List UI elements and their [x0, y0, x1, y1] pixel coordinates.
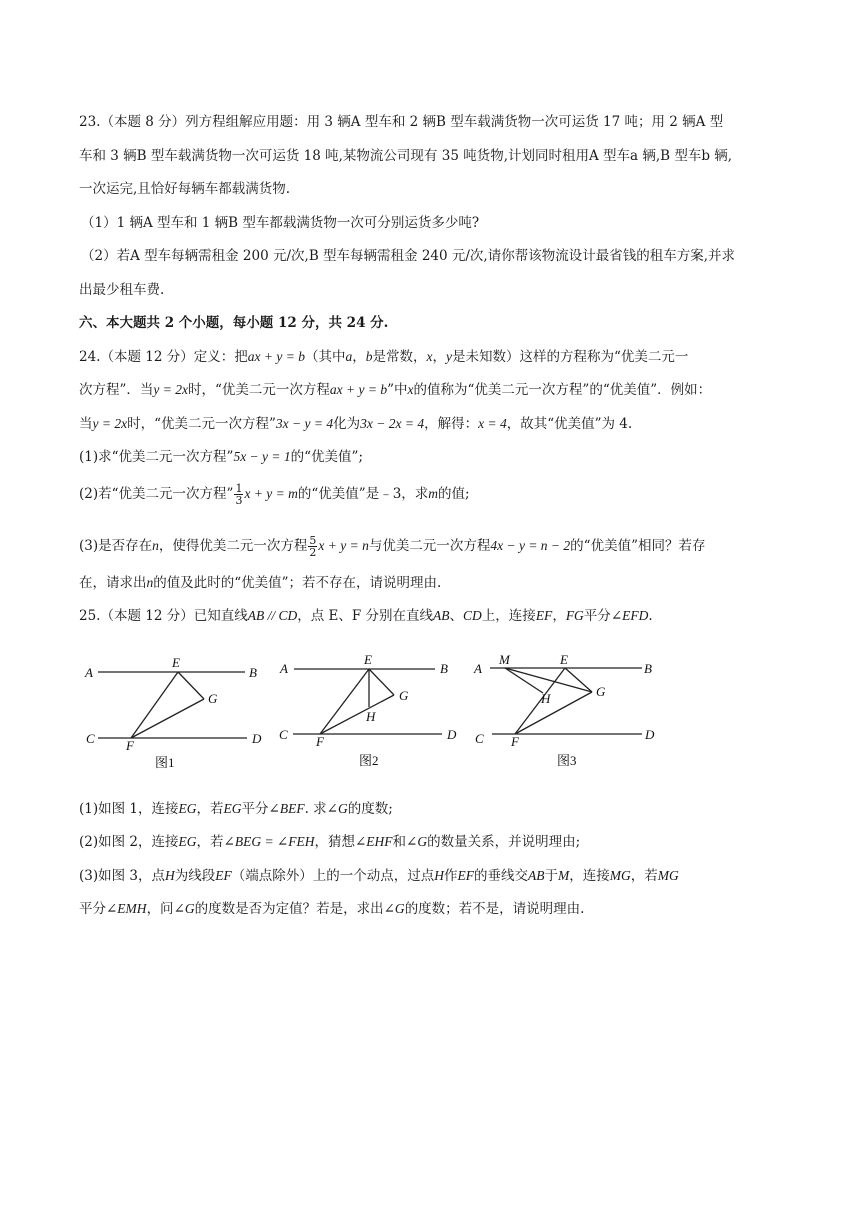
figure-1: [98, 672, 247, 738]
fig3-label-f: F: [511, 734, 519, 749]
fig2-label-f: F: [316, 734, 324, 749]
q23-line-1: 23.（本题 8 分）列方程组解应用题：用 3 辆A 型车和 2 辆B 型车载满货物一次可运货 17 吨；用 2 辆A 型: [79, 114, 724, 130]
q25-sub-3b: 平分∠EMH，问∠G的度数是否为定值？若是，求出∠G的度数；若不是，请说明理由.: [79, 901, 585, 917]
section-heading: 六、本大题共 2 个小题，每小题 12 分，共 24 分.: [79, 315, 389, 331]
fig2-label-c: C: [279, 727, 288, 742]
fig2-label-b: B: [440, 661, 448, 676]
fig1-segment-ef: [131, 672, 178, 738]
fig1-segment-eg: [178, 672, 204, 699]
q25-sub-2: (2)如图 2，连接EG，若∠BEG = ∠FEH，猜想∠EHF和∠G的数量关系，并说明理由;: [79, 834, 581, 850]
fig3-label-h: H: [541, 691, 551, 706]
q23-part-1: （1）1 辆A 型车和 1 辆B 型车都载满货物一次可分别运货多少吨?: [81, 215, 480, 231]
q23-part-2a: （2）若A 型车每辆需租金 200 元/次,B 型车每辆需租金 240 元/次,请你帮该物流设计最省钱的租车方案,并求: [81, 248, 736, 264]
fig1-label-a: A: [85, 665, 93, 680]
fig3-label-g: G: [596, 684, 606, 699]
fig1-label-b: B: [249, 665, 257, 680]
q24-sub-3b: 在，请求出n的值及此时的“优美值”；若不存在，请说明理由.: [79, 575, 442, 591]
fig1-label-g: G: [208, 691, 218, 706]
fig3-label-d: D: [645, 727, 655, 742]
fig3-label-c: C: [475, 731, 484, 746]
fig2-label-e: E: [364, 652, 372, 667]
q24-line-3: 当y = 2x时，“优美二元一次方程”3x − y = 4化为3x − 2x = 4，解得：x = 4，故其“优美值”为 4.: [79, 416, 633, 432]
q25-sub-1: (1)如图 1，连接EG，若EG平分∠BEF. 求∠G的度数;: [79, 801, 393, 817]
fig2-label-h: H: [366, 709, 376, 724]
figure-2: [293, 669, 442, 734]
fig1-label-d: D: [252, 731, 262, 746]
fig1-caption: 图1: [155, 755, 175, 770]
fig2-caption: 图2: [359, 753, 379, 768]
fig3-caption: 图3: [557, 753, 577, 768]
fraction-five-halves: $\frac{5}{2}$: [309, 534, 317, 559]
fig3-segment-mh: [505, 668, 543, 693]
q23-line-3: 一次运完,且恰好每辆车都载满货物.: [79, 181, 291, 197]
q23-part-2b: 出最少租车费.: [79, 282, 165, 298]
fig3-label-a: A: [474, 661, 482, 676]
fig3-segment-fg: [515, 692, 592, 734]
q23-line-2: 车和 3 辆B 型车载满货物一次可运货 18 吨,某物流公司现有 35 吨货物,计划同时租用A 型车a 辆,B 型车b 辆,: [79, 148, 733, 164]
fig2-label-d: D: [447, 727, 457, 742]
fig1-label-e: E: [172, 655, 180, 670]
fig2-segment-ef: [320, 669, 369, 734]
geometry-figures: [75, 645, 695, 775]
figure-3: [490, 668, 642, 734]
fig3-label-b: B: [644, 661, 652, 676]
q24-line-1: 24.（本题 12 分）定义：把ax + y = b（其中a，b是常数，x，y是未知数）这样的方程称为“优美二元一: [79, 349, 689, 365]
q25-sub-3a: (3)如图 3，点H为线段EF（端点除外）上的一个动点，过点H作EF的垂线交AB于M，连接MG，若MG: [79, 868, 679, 884]
fig2-segment-fg: [320, 695, 394, 734]
q24-sub-2: (2)若“优美二元一次方程” $\frac{1}{3}$ x + y = m的“优美值”是﹣3，求m的值;: [79, 482, 470, 507]
q24-sub-3: (3)是否存在n，使得优美二元一次方程 $\frac{5}{2}$ x + y = n与优美二元一次方程4x − y = n − 2的“优美值”相同？若存: [79, 534, 706, 559]
fig3-label-m: M: [499, 652, 510, 667]
fraction-one-third: $\frac{1}{3}$: [235, 482, 243, 507]
fig2-segment-eg: [369, 669, 394, 695]
fig1-segment-fg: [131, 699, 204, 738]
fig1-label-f: F: [126, 738, 134, 753]
fig2-label-g: G: [399, 688, 409, 703]
fig2-label-a: A: [280, 661, 288, 676]
q25-intro: 25.（本题 12 分）已知直线AB // CD，点 E、F 分别在直线AB、CD上，连接EF，FG平分∠EFD.: [79, 608, 653, 624]
fig1-label-c: C: [86, 731, 95, 746]
fig3-label-e: E: [560, 652, 568, 667]
q24-sub-1: (1)求“优美二元一次方程”5x − y = 1的“优美值”;: [79, 449, 364, 465]
q24-line-2: 次方程”．当y = 2x时，“优美二元一次方程ax + y = b”中x的值称为“优美二元一次方程”的“优美值”．例如：: [79, 382, 712, 398]
